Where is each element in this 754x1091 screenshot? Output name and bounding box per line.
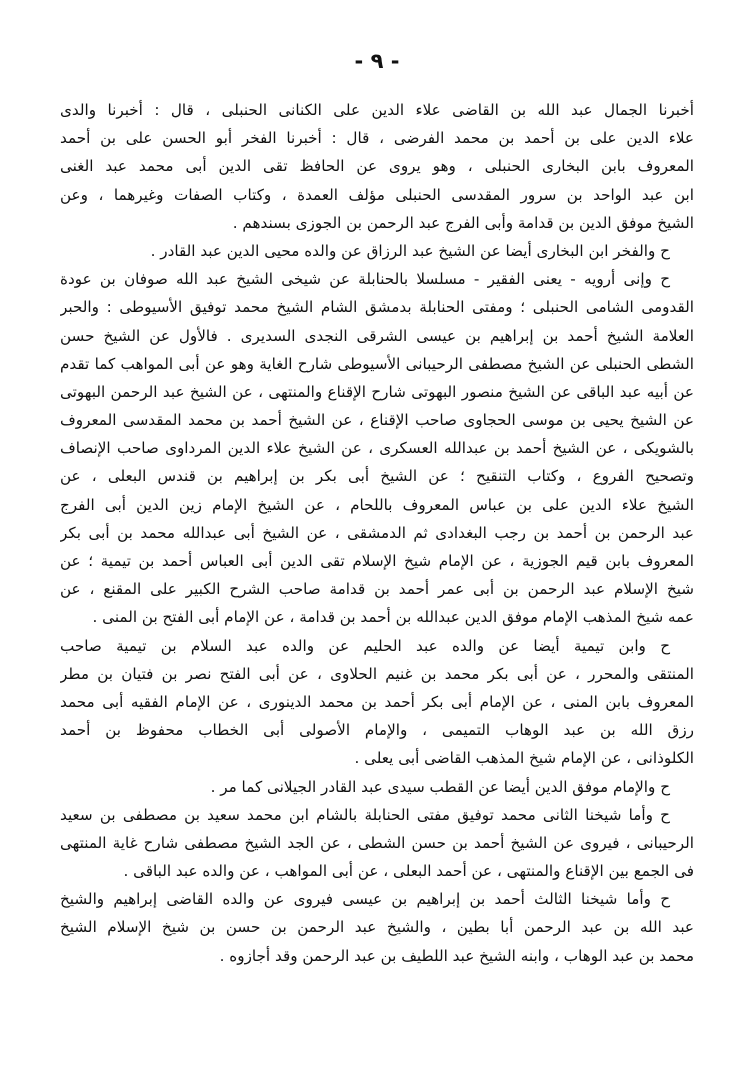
text-line: أخبرنا الجمال عبد الله بن القاضى علاء الدين على الكنانى الحنبلى ، قال : أخبرنا والدى [60,101,694,119]
text-line: فى الجمع بين الإقناع والمنتهى ، عن أحمد البعلى ، عن أبى المواهب ، عن والده عبد الباقى . [123,862,694,881]
text-line: وتصحيح الفروع ، وكتاب التنقيح ؛ عن الشيخ أبى بكر بن إبراهيم بن قندس البعلى ، عن [60,467,694,486]
text-line: المعروف بابن البخارى الحنبلى ، وهو يروى عن الحافظ تقى الدين أبى محمد عبد الغنى [60,157,694,176]
text-line: الشيخ موفق الدين بن قدامة وأبى الفرج عبد الرحمن بن الجوزى بسندهم . [232,213,694,232]
text-line: عبد الله بن عبد الرحمن أبا بطين ، والشيخ عبد الرحمن بن حسن بن شيخ الإسلام الشيخ [60,918,694,937]
text-line: رزق الله بن عبد الوهاب التميمى ، والإمام الأصولى أبى الخطاب محفوظ بن أحمد [60,721,694,740]
text-line: الشطى الحنبلى عن الشيخ مصطفى الرحيبانى الأسيوطى شارح الغاية وهو عن أبى المواهب كما تقدم [60,354,694,373]
text-line: المعروف بابن قيم الجوزية ، عن الإمام شيخ الإسلام تقى الدين أبى العباس أحمد بن تيمية ؛ عن [60,552,694,570]
paragraph [60,632,694,773]
paragraph [60,773,694,801]
text-line: القدومى الشامى الحنبلى ؛ ومفتى الحنابلة بدمشق الشام الشيخ محمد توفيق الأسيوطى : والحبر [60,298,694,317]
body-text [60,96,694,970]
text-line: ح والإمام موفق الدين أيضا عن القطب سيدى عبد القادر الجيلانى كما مر . [210,777,670,796]
text-line: محمد بن عبد الوهاب ، وابنه الشيخ عبد اللطيف بن عبد الرحمن وقد أجازوه . [219,946,694,965]
text-line: العلامة الشيخ أحمد بن إبراهيم بن عيسى الشرقى النجدى السديرى . فالأول عن الشيخ حسن [60,326,694,345]
text-line: ابن عبد الواحد بن سرور المقدسى الحنبلى مؤلف العمدة ، وكتاب الصفات وغيرهما ، وعن [60,185,694,204]
text-line: ح وأما شيخنا الثالث أحمد بن إبراهيم بن عيسى فيروى عن والده القاضى إبراهيم والشيخ [60,890,670,909]
text-line: علاء الدين على بن أحمد بن محمد الفرضى ، قال : أخبرنا الفخر أبو الحسن على بن أحمد [60,129,694,148]
text-line: عن الشيخ يحيى بن موسى الحجاوى صاحب الإقناع ، عن الشيخ أحمد بن محمد المقدسى المعروف [60,411,694,430]
text-line: ح وابن تيمية أيضا عن والده عبد الحليم عن والده عبد السلام بن تيمية صاحب [60,636,670,655]
paragraph [60,801,694,886]
text-line: ح والفخر ابن البخارى أيضا عن الشيخ عبد الرزاق عن والده محيى الدين عبد القادر . [150,241,670,260]
text-line: ح وإنى أرويه - يعنى الفقير - مسلسلا بالحنابلة عن شيخى الشيخ عبد الله صوفان بن عودة [60,270,670,289]
text-line: الكلوذانى ، عن الإمام شيخ المذهب القاضى أبى يعلى . [354,749,694,768]
paragraph [60,885,694,970]
paragraph [60,96,694,237]
text-line: ح وأما شيخنا الثانى محمد توفيق مفتى الحنابلة بالشام ابن محمد سعيد بن مصطفى بن سعيد [60,805,670,824]
page-number: - ٩ - [354,49,400,73]
text-line: عمه شيخ المذهب الإمام موفق الدين عبدالله بن أحمد بن قدامة ، عن الإمام أبى الفتح بن المنى . [92,608,694,627]
paragraph [60,265,694,631]
text-line: شيخ الإسلام عبد الرحمن بن أبى عمر أحمد بن قدامة صاحب الشرح الكبير على المقنع ، عن [60,580,694,599]
text-line: المعروف بابن المنى ، عن الإمام أبى بكر أحمد بن محمد الدينورى ، عن الإمام الفقيه أبى محمد [60,692,694,711]
text-line: بالشويكى ، عن الشيخ أحمد بن عبدالله العسكرى ، عن الشيخ علاء الدين المرداوى صاحب الإنصاف [60,439,694,458]
text-line: عن أبيه عبد الباقى عن الشيخ منصور البهوتى شارح الإقناع والمنتهى ، عن الشيخ عبد الرحمن البهوتى [60,382,694,401]
text-line: الرحيبانى ، فيروى عن الشيخ أحمد بن حسن الشطى ، عن الجد الشيخ مصطفى شارح غاية المنتهى [60,833,694,852]
text-line: عبد الرحمن بن أحمد بن رجب البغدادى ثم الدمشقى ، عن الشيخ أبى عبدالله محمد بن أبى بكر [60,523,694,542]
text-line: المنتقى والمحرر ، عن أبى بكر محمد بن غنيم الحلاوى ، عن أبى الفتح نصر بن فتيان بن مطر [60,664,694,683]
text-line: الشيخ علاء الدين على بن عباس المعروف باللحام ، عن الشيخ الإمام زين الدين أبى الفرج [60,495,694,514]
paragraph [60,237,694,265]
